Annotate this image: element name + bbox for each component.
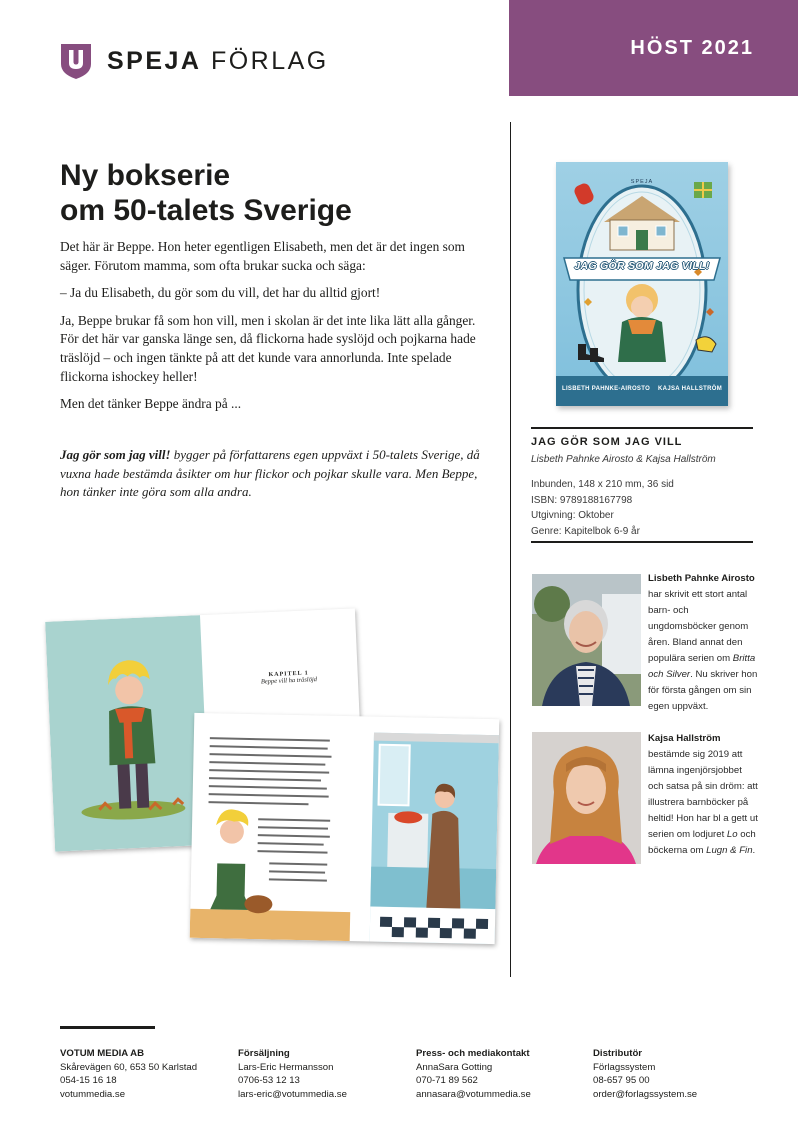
book-authors: Lisbeth Pahnke Airosto & Kajsa Hallström xyxy=(531,454,716,465)
spec-release: Utgivning: Oktober xyxy=(531,510,614,521)
intro-text xyxy=(60,238,485,423)
footer-contact-name: Lars-Eric Hermansson xyxy=(238,1061,334,1073)
book-blurb xyxy=(60,446,480,502)
footer-heading: VOTUM MEDIA AB xyxy=(60,1048,145,1059)
headline xyxy=(60,158,480,228)
footer-phone: 08-657 95 00 xyxy=(593,1075,650,1087)
author-photo xyxy=(532,574,641,706)
column-divider xyxy=(510,122,511,977)
chapter-label: KAPITEL 1 xyxy=(268,670,309,679)
intro-paragraph: – Ja du Elisabeth, du gör som du vill, det har du alltid gjort! xyxy=(60,285,381,301)
intro-paragraph: Ja, Beppe brukar få som hon vill, men i skolan är det inte lika lätt alla gånger. För det här var ganska länge sen, då flickorna hade syslöjd och pojkarna hade träslöjd – och ingen tänkte på att det kunde vara annorlunda. Inte spelade flickorna ishockey heller! xyxy=(60,312,476,384)
illustrator-bio-text-end: . xyxy=(752,845,756,856)
cover-title: JAG GÖR SOM JAG VILL! xyxy=(574,260,710,272)
illustrator-bio-text: bestämde sig 2019 att lämna ingenjörsjobbet och satsa på sin dröm: att illustrera barnböcker på heltid! Hon har bl a gett ut serien om lodjuret xyxy=(648,749,758,840)
footer-contact-name: AnnaSara Gotting xyxy=(416,1061,493,1073)
info-bottom-rule xyxy=(531,541,753,543)
book-title: JAG GÖR SOM JAG VILL xyxy=(531,436,683,448)
illustrator-series-1: Lo xyxy=(726,829,738,840)
brand-light: FÖRLAG xyxy=(210,46,329,75)
headline-line-1: Ny bokserie xyxy=(60,159,231,192)
footer-company xyxy=(60,1047,197,1101)
footer-rule xyxy=(60,1026,155,1029)
illustrator-name: Kajsa Hallström xyxy=(648,733,721,744)
cover-illustration xyxy=(556,162,728,406)
headline-line-2: om 50-talets Sverige xyxy=(60,194,352,227)
footer-email[interactable]: order@forlagssystem.se xyxy=(593,1088,698,1100)
publisher-logo xyxy=(59,42,329,80)
spread-kitchen xyxy=(190,713,500,944)
illustrator-photo xyxy=(532,732,641,864)
author-name: Lisbeth Pahnke Airosto xyxy=(648,573,755,584)
footer-contact-name: Förlagssystem xyxy=(593,1061,656,1073)
speja-logo-icon xyxy=(59,42,93,80)
intro-paragraph: Det här är Beppe. Hon heter egentligen Elisabeth, men det är det ingen som säger. Förutom mamma, som ofta brukar sucka och säga: xyxy=(60,239,465,273)
book-cover xyxy=(556,162,728,406)
intro-paragraph: Men det tänker Beppe ändra på ... xyxy=(60,396,242,412)
author-series: Britta och Silver xyxy=(648,653,756,680)
footer-heading: Press- och mediakontakt xyxy=(416,1048,530,1059)
footer-email[interactable]: annasara@votummedia.se xyxy=(416,1088,531,1100)
season-banner xyxy=(509,0,798,96)
footer-heading: Försäljning xyxy=(238,1048,290,1059)
footer-phone: 070-71 89 562 xyxy=(416,1075,478,1087)
illustrator-series-2: Lugn & Fin xyxy=(706,845,753,856)
info-top-rule xyxy=(531,427,753,429)
cover-illustrator: KAJSA HALLSTRÖM xyxy=(658,386,722,392)
spec-genre: Genre: Kapitelbok 6-9 år xyxy=(531,525,640,537)
brand-bold: SPEJA xyxy=(107,46,202,75)
cover-credits xyxy=(562,386,722,392)
blurb-text: bygger på författarens egen uppväxt i 50-talets Sverige, då vuxna hade bestämda åsikter om hur flickor och pojkar skulle vara. Men Beppe, hon tänker inte göra som alla andra. xyxy=(60,447,480,500)
author-bio xyxy=(648,571,758,715)
spread-illustration-kitchen xyxy=(190,713,500,944)
footer-phone: 0706-53 12 13 xyxy=(238,1075,300,1087)
book-specs xyxy=(531,477,674,539)
spec-format: Inbunden, 148 x 210 mm, 36 sid xyxy=(531,479,674,490)
illustrator-bio xyxy=(648,731,758,859)
cover-publisher: SPEJA xyxy=(630,179,654,185)
spec-isbn: ISBN: 9789188167798 xyxy=(531,494,633,506)
illustrator-bio-text-mid: och böckerna om xyxy=(648,829,756,856)
cover-author: LISBETH PAHNKE-AIROSTO xyxy=(562,386,651,392)
footer-press xyxy=(416,1047,531,1101)
chapter-title: Beppe vill ha träslöjd xyxy=(260,676,318,686)
footer-heading: Distributör xyxy=(593,1048,643,1059)
footer-sales xyxy=(238,1047,347,1101)
footer-distributor xyxy=(593,1047,697,1101)
logo-wordmark xyxy=(107,47,329,76)
author-bio-text-end: . Nu skriver hon för första gången om sin egen uppväxt. xyxy=(648,669,758,712)
footer-address: Skårevägen 60, 653 50 Karlstad xyxy=(60,1061,198,1073)
footer-email[interactable]: lars-eric@votummedia.se xyxy=(238,1088,347,1100)
footer-website[interactable]: votummedia.se xyxy=(60,1088,126,1100)
footer-phone: 054-15 16 18 xyxy=(60,1075,117,1087)
season-label: HÖST 2021 xyxy=(630,36,754,59)
author-bio-text: har skrivit ett stort antal barn- och ungdomsböcker genom åren. Bland annat den populära serien om xyxy=(648,589,749,664)
blurb-title: Jag gör som jag vill! xyxy=(60,447,171,462)
